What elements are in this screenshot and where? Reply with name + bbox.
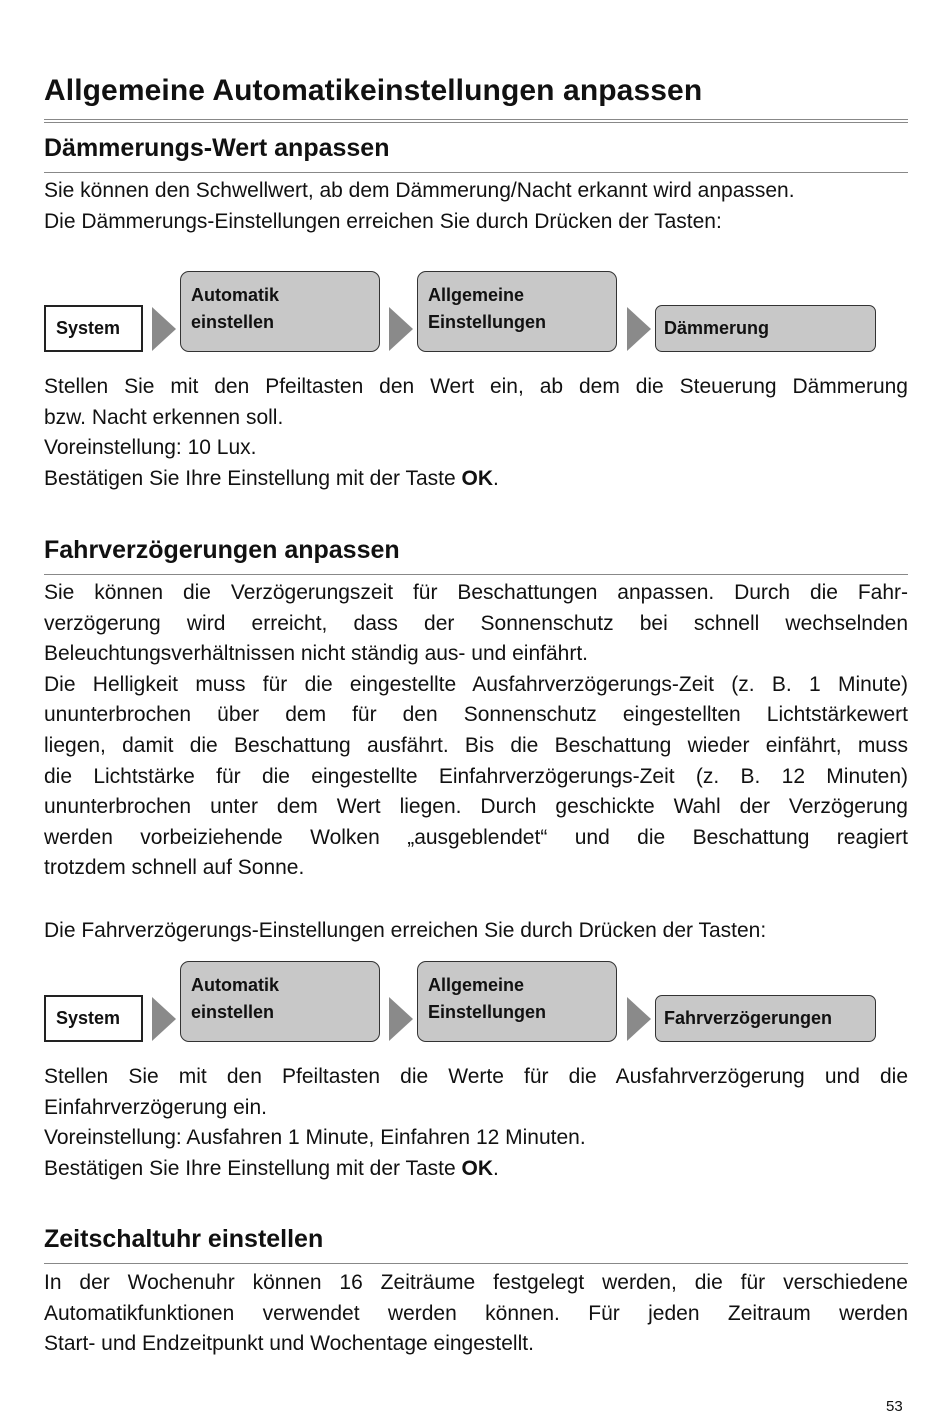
text-line: bzw. Nacht erkennen soll.: [44, 405, 284, 429]
key-label-line: Einstellungen: [428, 1002, 547, 1022]
arrow-right-icon: [627, 997, 651, 1041]
text-line: Bestätigen Sie Ihre Einstellung mit der Taste OK.: [44, 1156, 499, 1180]
text-line: die Lichtstärke für die eingestellte Einfahrverzögerungs-Zeit (z. B. 12 Minuten): [44, 764, 908, 788]
text-line: ununterbrochen unter dem Wert liegen. Durch geschickte Wahl der Verzögerung: [44, 795, 908, 819]
fahrverzoegerungen-instructions: [44, 1062, 908, 1184]
text-line: ununterbrochen über dem für den Sonnenschutz eingestellten Lichtstärkewert: [44, 703, 908, 727]
text-line: Die Dämmerungs-Einstellungen erreichen Sie durch Drücken der Tasten:: [44, 209, 722, 233]
automatik-einstellen-key: [180, 961, 380, 1042]
arrow-right-icon: [627, 307, 651, 351]
automatik-einstellen-key: [180, 271, 380, 352]
key-label-line: Automatik: [191, 285, 280, 305]
daemmerung-key-label: Dämmerung: [664, 318, 770, 338]
system-key-label: System: [56, 1008, 121, 1028]
arrow-right-icon: [152, 997, 176, 1041]
confirm-text: Bestätigen Sie Ihre Einstellung mit der Taste: [44, 1156, 456, 1180]
text-line: Die Helligkeit muss für die eingestellte Ausfahrverzögerungs-Zeit (z. B. 1 Minute): [44, 672, 908, 696]
confirm-text: Bestätigen Sie Ihre Einstellung mit der Taste: [44, 466, 456, 490]
key-label-line: einstellen: [191, 1002, 275, 1022]
section-heading-daemmerung: Dämmerungs-Wert anpassen: [44, 134, 390, 162]
text-line: Stellen Sie mit den Pfeiltasten die Werte für die Ausfahrverzögerung und die: [44, 1065, 908, 1088]
text-line: Voreinstellung: 10 Lux.: [44, 436, 257, 460]
daemmerung-instructions: [44, 372, 908, 494]
daemmerung-key: [655, 305, 876, 352]
text-line: In der Wochenuhr können 16 Zeiträume festgelegt werden, die für verschiedene: [44, 1271, 908, 1294]
ok-key-label: OK: [461, 1156, 494, 1180]
text-line: Start- und Endzeitpunkt und Wochentage eingestellt.: [44, 1332, 534, 1356]
text-line: Sie können die Verzögerungszeit für Beschattungen anpassen. Durch die Fahr-: [44, 581, 908, 604]
ok-key-label: OK: [461, 466, 494, 490]
key-label-line: Einstellungen: [428, 312, 547, 332]
text-line: Voreinstellung: Ausfahren 1 Minute, Einfahren 12 Minuten.: [44, 1126, 586, 1150]
allgemeine-einstellungen-key: [417, 271, 617, 352]
key-label-line: Allgemeine: [428, 285, 525, 305]
section-heading-zeitschaltuhr: Zeitschaltuhr einstellen: [44, 1225, 324, 1253]
key-label-line: einstellen: [191, 312, 275, 332]
section-heading-fahrverzoegerungen: Fahrverzögerungen anpassen: [44, 536, 400, 564]
text-line: Stellen Sie mit den Pfeiltasten den Wert ein, ab dem die Steuerung Dämmerung: [44, 375, 908, 398]
arrow-right-icon: [389, 307, 413, 351]
fahrverzoegerungen-intro: [44, 916, 908, 947]
system-key: [44, 305, 143, 352]
text-line: Einfahrverzögerung ein.: [44, 1095, 267, 1119]
text-line: Automatikfunktionen verwendet werden können. Für jeden Zeitraum werden: [44, 1301, 908, 1325]
text-line: Bestätigen Sie Ihre Einstellung mit der Taste OK.: [44, 466, 499, 490]
zeitschaltuhr-body: [44, 1268, 908, 1360]
title-divider: [44, 119, 908, 123]
key-label-line: Allgemeine: [428, 975, 525, 995]
page-title: Allgemeine Automatikeinstellungen anpassen: [44, 74, 703, 107]
text-line: liegen, damit die Beschattung ausfährt. Bis die Beschattung wieder einfährt, muss: [44, 733, 908, 757]
text-line: trotzdem schnell auf Sonne.: [44, 856, 305, 880]
section-divider: [44, 574, 908, 575]
section-divider: [44, 1263, 908, 1264]
system-key-label: System: [56, 318, 121, 338]
text-line: Beleuchtungsverhältnissen nicht ständig aus- und einfährt.: [44, 642, 589, 666]
fahrverzoegerungen-body: [44, 578, 908, 884]
key-label-line: Automatik: [191, 975, 280, 995]
section-divider: [44, 172, 908, 173]
text-line: Sie können den Schwellwert, ab dem Dämmerung/Nacht erkannt wird anpassen.: [44, 179, 795, 202]
text-line: werden vorbeiziehende Wolken „ausgeblendet“ und die Beschattung reagiert: [44, 825, 908, 849]
fahrverzoegerungen-key: [655, 995, 876, 1042]
arrow-right-icon: [389, 997, 413, 1041]
daemmerung-intro: [44, 176, 908, 237]
fahrverzoegerungen-key-label: Fahrverzögerungen: [664, 1008, 833, 1028]
page-number: 53: [886, 1398, 903, 1415]
system-key: [44, 995, 143, 1042]
arrow-right-icon: [152, 307, 176, 351]
allgemeine-einstellungen-key: [417, 961, 617, 1042]
text-line: verzögerung wird erreicht, dass der Sonnenschutz bei schnell wechselnden: [44, 611, 908, 635]
text-line: Die Fahrverzögerungs-Einstellungen erreichen Sie durch Drücken der Tasten:: [44, 919, 767, 942]
